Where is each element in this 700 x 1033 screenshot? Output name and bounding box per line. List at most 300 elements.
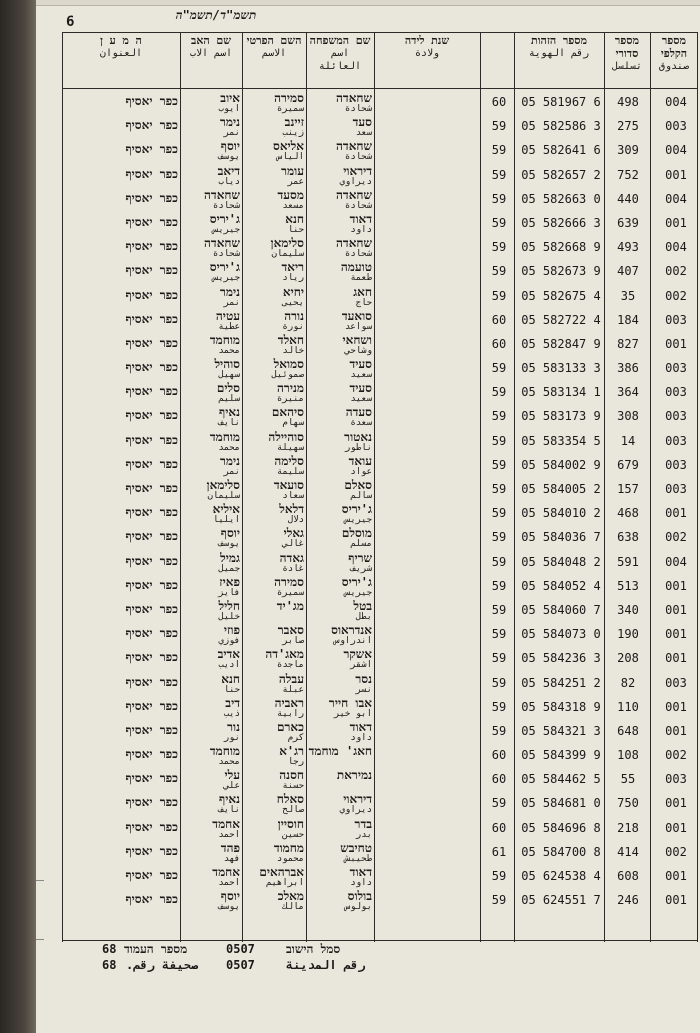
cell-father-ar: سليمان (207, 491, 240, 501)
cell-father-he: סלים (216, 382, 240, 396)
table-row (62, 429, 698, 453)
cell-year-he: 60 (491, 336, 507, 351)
cell-family-ar: جيريس (344, 515, 372, 526)
cell-family-ar: حاج (355, 297, 372, 308)
cell-family (308, 261, 372, 285)
cell-id-he: 05 581967 6 (521, 95, 601, 109)
cell-id-he: 05 584002 9 (521, 457, 601, 472)
cell-father-he: ג'יריס (209, 261, 240, 275)
footer-page-number-2: 68 (102, 958, 117, 972)
table-row (62, 259, 698, 283)
cell-id-he: 05 584251 2 (521, 675, 601, 690)
cell-id-he: 05 583173 9 (521, 409, 601, 424)
cell-first (244, 165, 304, 189)
cell-first-he: חוסיין (277, 817, 304, 831)
cell-father-he: נימר (219, 454, 240, 468)
cell-year-he: 59 (491, 215, 507, 230)
cell-year-he: 59 (491, 554, 507, 569)
cell-first (244, 866, 304, 890)
cell-father (182, 406, 240, 430)
cell-serial-he: 190 (617, 627, 639, 642)
cell-first-ar: غادة (282, 563, 304, 574)
cell-family-he: מוסלם (341, 527, 372, 541)
cell-id-he: 05 583354 5 (521, 433, 601, 448)
cell-res-he: כפר יאסיף (125, 601, 178, 616)
cell-serial-he: 340 (617, 602, 639, 617)
cell-box-he: 001 (665, 651, 687, 666)
cell-serial-he: 414 (617, 844, 639, 859)
cell-family-ar: مسلم (350, 539, 372, 550)
cell-box-he: 003 (665, 312, 687, 327)
cell-year-he: 59 (491, 578, 507, 593)
cell-serial-he: 493 (617, 240, 639, 255)
cell-father-ar: فايز (218, 587, 240, 598)
cell-family-ar: شحادة (344, 152, 372, 163)
cell-family-ar: شحادة (344, 104, 372, 114)
table-row (62, 550, 698, 574)
cell-first-he: סלימאן (270, 237, 304, 251)
cell-father (182, 697, 240, 721)
cell-year-he: 59 (491, 191, 507, 206)
cell-family-he: עואד (348, 454, 372, 468)
table-row (62, 138, 698, 162)
cell-year-he: 59 (491, 869, 507, 883)
cell-father-ar: سليم (218, 394, 240, 405)
cell-father-ar: جيريس (212, 224, 240, 235)
table-row (62, 477, 698, 501)
cell-family-he: ושחאי (342, 333, 372, 347)
cell-res-he: כפר יאסיף (125, 166, 178, 181)
cell-box-he: 001 (665, 723, 687, 738)
cell-family (308, 503, 372, 527)
cell-id-he: 05 584700 8 (521, 844, 601, 859)
cell-family-he: בטל (353, 599, 372, 613)
cell-res-he: כפר יאסיף (125, 674, 178, 689)
header-id: מספר הזהות رقم الهوية (528, 34, 590, 59)
cell-first (244, 793, 304, 817)
cell-first-he: חאלד (277, 333, 304, 347)
cell-box-he: 003 (665, 772, 687, 787)
cell-family-he: סעיד (349, 358, 372, 372)
cell-res-he: כפר יאסיף (125, 311, 178, 326)
cell-first-ar: رابية (276, 708, 304, 719)
cell-res-he: כפר יאסיף (125, 553, 178, 568)
cell-father-ar: احمد (218, 829, 240, 840)
cell-father (182, 745, 240, 769)
cell-first (244, 286, 304, 310)
cell-family-ar: ناطور (344, 442, 372, 453)
cell-box-he: 001 (665, 699, 687, 714)
cell-family (308, 165, 372, 189)
cell-family (308, 793, 372, 817)
table-row (62, 671, 698, 695)
cell-id-he: 05 584010 2 (521, 506, 601, 521)
cell-family-ar: نسر (355, 684, 372, 695)
cell-serial-he: 14 (620, 433, 636, 448)
cell-first (244, 648, 304, 672)
cell-father-he: גמיל (220, 551, 240, 565)
cell-family (308, 527, 372, 551)
cell-first (244, 697, 304, 721)
cell-father (182, 890, 240, 914)
cell-family-he: שחאדה (336, 92, 372, 105)
cell-family-he: חאג' מוחמד (308, 745, 372, 759)
cell-res-he: כפר יאסיף (125, 408, 178, 423)
year-header: תשמ"ד/תשמ"ה (175, 8, 257, 22)
cell-father (182, 286, 240, 310)
cell-father (182, 552, 240, 576)
cell-father-he: מוחמד (209, 333, 240, 347)
cell-father-ar: ايوب (218, 104, 240, 114)
cell-family-he: אנדראוס (331, 624, 372, 638)
cell-first-he: נורה (284, 309, 304, 323)
cell-first-ar: سهيلة (276, 442, 304, 453)
cell-first-ar: ابراهيم (266, 878, 304, 888)
table-row (62, 646, 698, 670)
cell-box-he: 001 (665, 820, 687, 835)
table-row (62, 356, 698, 380)
table-row (62, 864, 698, 888)
table-row (62, 574, 698, 598)
cell-serial-he: 440 (617, 191, 639, 206)
footer-page-number: 68 (102, 942, 117, 956)
cell-father-he: נימר (219, 285, 240, 299)
cell-first-ar: عبلة (282, 684, 304, 695)
cell-res-he: כפר יאסיף (125, 142, 178, 157)
cell-first-ar: منيرة (276, 394, 304, 405)
table-row (62, 187, 698, 211)
cell-father-ar: محمد (218, 345, 240, 356)
cell-first-ar: حسنة (282, 781, 304, 792)
cell-family-ar: عواد (350, 466, 372, 477)
table-row (62, 622, 698, 646)
cell-family (308, 624, 372, 648)
cell-box-he: 002 (665, 530, 687, 545)
cell-family-he: דאוד (349, 212, 372, 226)
cell-id-he: 05 582673 9 (521, 264, 601, 279)
cell-serial-he: 513 (617, 578, 639, 593)
cell-res-he: כפר יאסיף (125, 698, 178, 713)
cell-id-he: 05 582586 3 (521, 119, 601, 134)
cell-father-ar: نور (223, 732, 240, 743)
cell-father-he: יוסף (220, 527, 240, 541)
table-row (62, 598, 698, 622)
cell-first (244, 140, 304, 164)
cell-first (244, 213, 304, 237)
cell-id-he: 05 582722 4 (521, 312, 601, 327)
cell-first-he: רג'א (279, 745, 304, 759)
cell-family (308, 866, 372, 890)
cell-box-he: 002 (665, 288, 687, 303)
cell-father-ar: جيريس (212, 273, 240, 284)
cell-id-he: 05 584073 0 (521, 627, 601, 642)
cell-first-he: דלאל (279, 503, 304, 517)
cell-family (308, 479, 372, 503)
cell-res-he: כפר יאסיף (125, 626, 178, 641)
cell-box-he: 004 (665, 554, 687, 569)
cell-id-he: 05 582641 6 (521, 143, 601, 158)
cell-serial-he: 639 (617, 215, 639, 230)
cell-first-ar: غالي (282, 539, 304, 550)
cell-family-he: שחאדה (336, 140, 372, 154)
cell-father-ar: دياب (218, 176, 240, 187)
cell-first-he: מאג'דה (265, 648, 304, 662)
cell-res-he: כפר יאסיף (125, 819, 178, 834)
table-bottom-border (62, 940, 698, 941)
cell-father (182, 600, 240, 624)
cell-serial-he: 108 (617, 748, 639, 763)
cell-first (244, 818, 304, 842)
cell-father-he: שחאדה (204, 188, 240, 202)
footer-settlement-code-2: 0507 (226, 958, 255, 972)
cell-father-he: פהד (220, 841, 240, 855)
cell-box-he: 002 (665, 748, 687, 763)
cell-first-he: מאלכ (277, 890, 304, 904)
cell-first (244, 334, 304, 358)
cell-box-he: 003 (665, 675, 687, 690)
cell-family (308, 286, 372, 310)
cell-serial-he: 679 (617, 457, 639, 472)
cell-first-ar: الياس (276, 152, 304, 163)
cell-father (182, 479, 240, 503)
cell-first (244, 624, 304, 648)
footer-settlement-label-ar: رقم المدينة (286, 958, 366, 972)
cell-res-he: כפר יאסיף (125, 456, 178, 471)
cell-family-he: סעדה (345, 406, 372, 420)
cell-serial-he: 184 (617, 312, 639, 327)
cell-res-he: כפר יאסיף (125, 505, 178, 520)
cell-box-he: 004 (665, 191, 687, 206)
cell-box-he: 002 (665, 264, 687, 279)
cell-res-he: כפר יאסיף (125, 771, 178, 786)
cell-year-he: 59 (491, 796, 507, 811)
cell-first (244, 503, 304, 527)
cell-father-he: דיב (225, 696, 240, 710)
cell-box-he: 001 (665, 627, 687, 642)
cell-serial-he: 246 (617, 893, 639, 908)
cell-father (182, 842, 240, 866)
cell-year-he: 60 (491, 312, 507, 327)
cell-first (244, 455, 304, 479)
cell-year-he: 59 (491, 167, 507, 182)
cell-serial-he: 364 (617, 385, 639, 400)
cell-father-ar: ايليا (212, 515, 240, 526)
cell-father (182, 165, 240, 189)
cell-id-he: 05 584005 2 (521, 482, 601, 496)
cell-father (182, 648, 240, 672)
cell-year-he: 60 (491, 95, 507, 109)
cell-family (308, 237, 372, 261)
cell-family-he: נסר (355, 672, 372, 686)
table-row (62, 308, 698, 332)
cell-year-he: 59 (491, 530, 507, 545)
cell-first-ar: سليمة (276, 466, 304, 477)
cell-first-he: סאבר (277, 624, 304, 638)
book-spine (0, 0, 40, 1033)
cell-id-he: 05 584321 3 (521, 723, 601, 738)
cell-family-he: שחאדה (336, 188, 372, 202)
cell-box-he: 004 (665, 143, 687, 158)
cell-father-he: אחמד (212, 817, 240, 831)
cell-first-he: אליאס (273, 140, 304, 154)
cell-first (244, 406, 304, 430)
cell-first (244, 842, 304, 866)
cell-year-he: 59 (491, 409, 507, 424)
table-row (62, 114, 698, 138)
cell-first-ar: صموئيل (271, 370, 304, 381)
cell-family (308, 334, 372, 358)
cell-father-he: נימר (219, 116, 240, 130)
table-row (62, 719, 698, 743)
cell-family-he: דיראוי (343, 793, 372, 807)
cell-res-he: כפר יאסיף (125, 360, 178, 375)
cell-serial-he: 110 (617, 699, 639, 714)
register-rows (62, 90, 698, 912)
cell-first (244, 552, 304, 576)
cell-family (308, 552, 372, 576)
cell-first (244, 527, 304, 551)
cell-family-ar: سعدة (350, 418, 372, 429)
cell-res-he: כפר יאסיף (125, 263, 178, 278)
cell-father-ar: نايف (218, 805, 240, 816)
cell-first-he: סמואל (273, 358, 304, 372)
cell-serial-he: 82 (620, 675, 636, 690)
cell-family-ar: طعمة (350, 273, 372, 284)
cell-family-ar: ديراوي (339, 176, 372, 187)
cell-first-ar: زينب (282, 128, 304, 139)
cell-first-ar: ماجدة (276, 660, 304, 671)
cell-year-he: 59 (491, 361, 507, 376)
table-row (62, 816, 698, 840)
cell-first-ar: صابر (282, 636, 304, 647)
cell-family-he: ג'יריס (341, 575, 372, 589)
cell-id-he: 05 584060 7 (521, 602, 601, 617)
cell-res-he: כפר יאסיף (125, 722, 178, 737)
cell-serial-he: 608 (617, 869, 639, 883)
cell-first-ar: حنا (287, 224, 304, 235)
cell-family-he: ג'יריס (341, 503, 372, 517)
cell-father (182, 189, 240, 213)
cell-res-he: כפר יאסיף (125, 94, 178, 108)
cell-box-he: 001 (665, 602, 687, 617)
cell-id-he: 05 584462 5 (521, 772, 601, 787)
cell-first-he: סיהאם (271, 406, 304, 420)
cell-id-he: 05 584036 7 (521, 530, 601, 545)
cell-serial-he: 386 (617, 361, 639, 376)
cell-first-he: ראביה (274, 696, 304, 710)
cell-father-he: נאיף (219, 406, 240, 420)
cell-father-ar: يوسف (218, 152, 240, 163)
cell-father-ar: خليل (218, 611, 240, 622)
header-family: שם המשפחה اسم العائلة (309, 34, 371, 72)
cell-year-he: 59 (491, 433, 507, 448)
cell-first (244, 310, 304, 334)
cell-father (182, 769, 240, 793)
cell-family-he: שחאדה (336, 237, 372, 251)
cell-father-ar: يوسف (218, 902, 240, 913)
cell-year (486, 893, 512, 917)
cell-father-ar: محمد (218, 757, 240, 768)
cell-father (182, 382, 240, 406)
cell-father-ar: احمد (218, 878, 240, 888)
cell-id-he: 05 584696 8 (521, 820, 601, 835)
cell-father-he: אחמד (212, 866, 240, 879)
cell-family (308, 648, 372, 672)
cell-serial-he: 275 (617, 119, 639, 134)
header-firstname: השם הפרטי الاسم (246, 34, 302, 59)
cell-first-ar: عمر (287, 176, 304, 187)
cell-father-he: אדיב (217, 648, 240, 662)
cell-serial-he: 218 (617, 820, 639, 835)
cell-family-ar: داود (350, 732, 372, 743)
table-top-border (62, 32, 698, 33)
cell-family (308, 890, 372, 914)
cell-first-he: מג'יד (276, 599, 304, 613)
cell-first (244, 721, 304, 745)
cell-family (308, 92, 372, 116)
cell-first (244, 116, 304, 140)
footer-page-label-ar: صحيفة رقم. (126, 958, 199, 972)
cell-father (182, 140, 240, 164)
table-row (62, 501, 698, 525)
cell-family-he: דאוד (349, 866, 372, 879)
cell-first-ar: دلال (287, 515, 304, 526)
cell-box-he: 003 (665, 119, 687, 134)
cell-father-ar: جميل (218, 563, 240, 574)
register-table (62, 32, 698, 942)
cell-serial-he: 638 (617, 530, 639, 545)
cell-family-he: בדר (354, 817, 372, 831)
table-row (62, 453, 698, 477)
cell-first-he: מסעד (277, 188, 304, 202)
cell-family (308, 116, 372, 140)
cell-family (308, 600, 372, 624)
cell-id-he: 05 584318 9 (521, 699, 601, 714)
cell-family (308, 213, 372, 237)
cell-box-he: 001 (665, 796, 687, 811)
header-box: מספר הקלפי صندوق (658, 34, 690, 72)
cell-first-ar: نورة (282, 321, 304, 332)
cell-first-he: יחיא (282, 285, 304, 299)
cell-first (244, 673, 304, 697)
cell-father-he: סוהיל (214, 358, 240, 372)
cell-serial-he: 591 (617, 554, 639, 569)
cell-father-ar: سهيل (218, 370, 240, 381)
cell-box-he: 003 (665, 385, 687, 400)
cell-id-he: 05 582847 9 (521, 336, 601, 351)
table-row (62, 90, 698, 114)
cell-father (182, 116, 240, 140)
cell-family-he: סעד (352, 116, 372, 130)
cell-family-ar: شريف (350, 563, 372, 574)
cell-father-ar: شحادة (212, 200, 240, 211)
cell-family-ar: شحادة (344, 200, 372, 211)
cell-serial-he: 468 (617, 506, 639, 521)
cell-serial-he: 157 (617, 482, 639, 496)
page-footer (62, 942, 698, 982)
footer-settlement-code: 0507 (226, 942, 255, 956)
cell-father (182, 527, 240, 551)
cell-first (244, 600, 304, 624)
cell-family-ar: وشاحي (344, 345, 372, 356)
cell-first-he: גאלי (283, 527, 304, 541)
cell-family-ar: داود (350, 878, 372, 888)
cell-res-he: כפר יאסיף (125, 384, 178, 399)
cell-id-he: 05 624551 7 (521, 893, 601, 908)
cell-family-ar: جيريس (344, 587, 372, 598)
cell-res-he: כפר יאסיף (125, 868, 178, 882)
cell-res-he: כפר יאסיף (125, 843, 178, 858)
